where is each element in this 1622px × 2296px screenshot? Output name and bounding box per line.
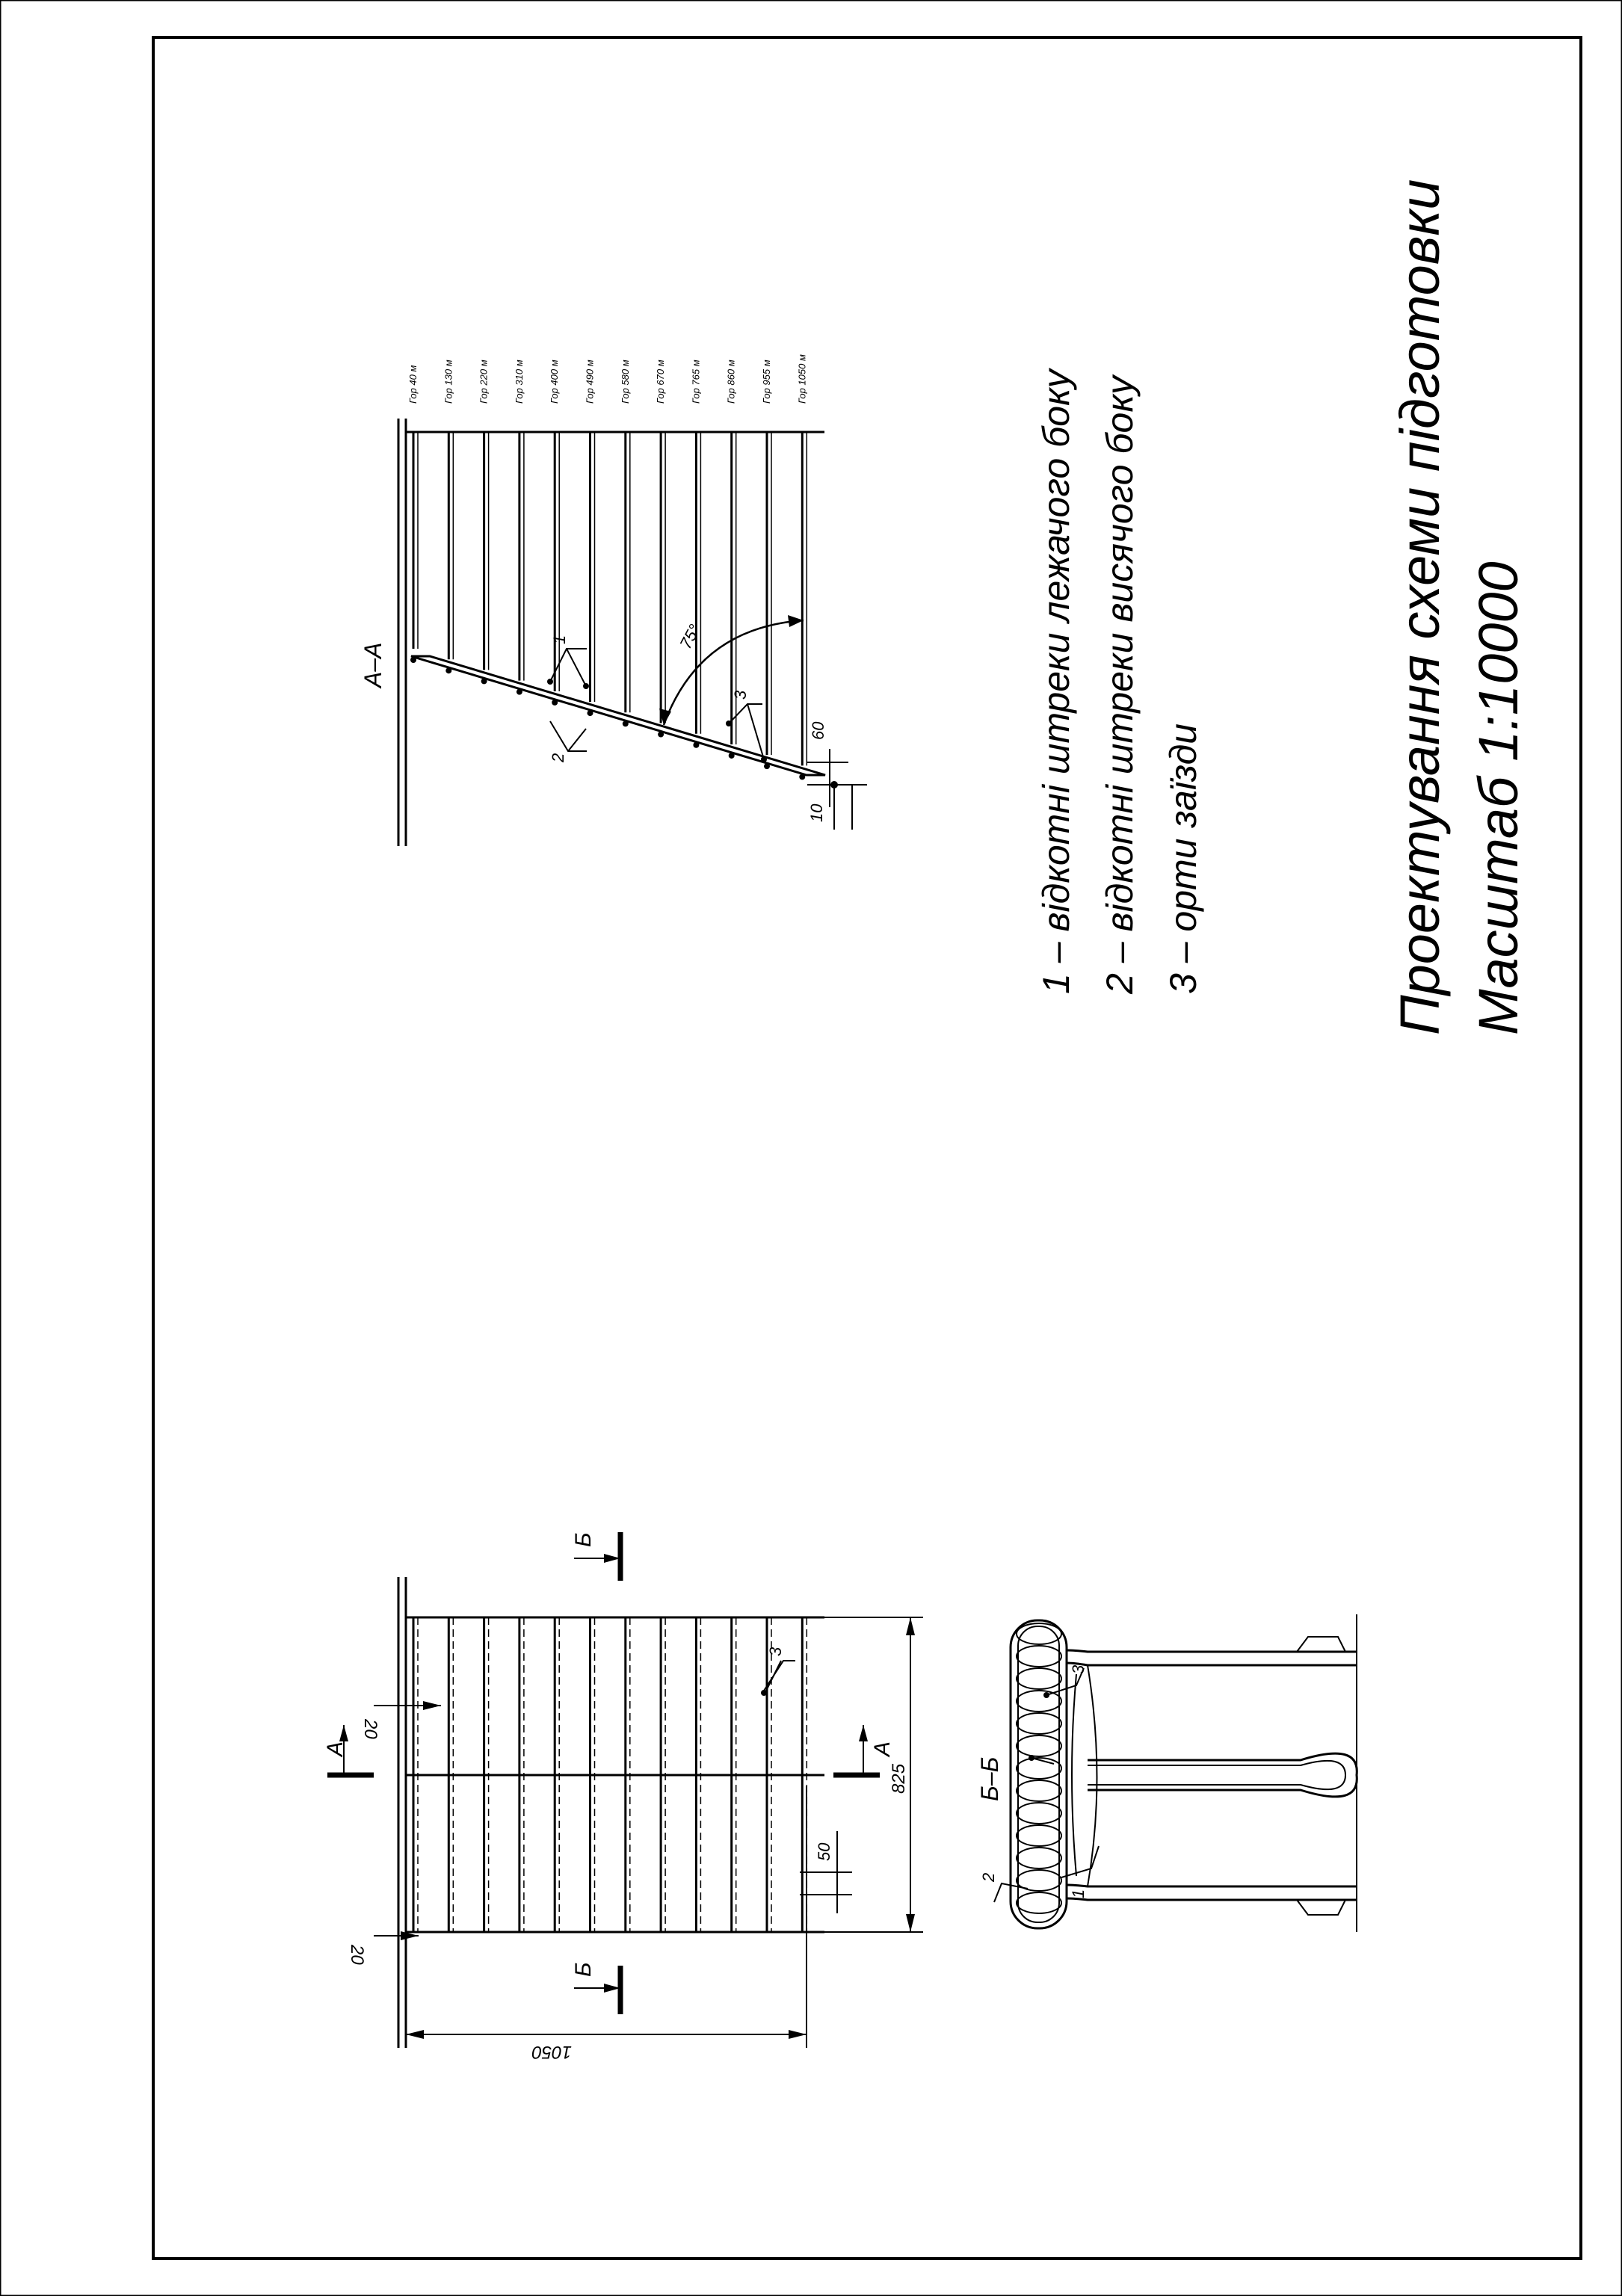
drawing-frame: [153, 37, 1581, 2259]
cut-a-bottom: А: [870, 1741, 895, 1756]
horizon-level: [588, 432, 595, 716]
cut-a-top: А: [323, 1741, 348, 1756]
callout-2-bb: 2: [979, 1872, 998, 1882]
section-bb: [976, 1614, 1357, 1932]
horizon-label: Гор 400 м: [549, 359, 561, 404]
legend-item-3: 3 – орти заїзди: [1162, 723, 1204, 994]
dim-10: 10: [807, 803, 826, 822]
angle-label: 75°: [676, 621, 705, 652]
horizon-label: Гор 40 м: [407, 365, 419, 404]
horizon-label: Гор 490 м: [584, 359, 596, 404]
horizon-label: Гор 220 м: [478, 359, 490, 404]
callout-3-aa: 3: [731, 690, 750, 700]
horizon-lines: [410, 432, 807, 780]
dim-825: 825: [889, 1763, 909, 1794]
callout-2-aa: 2: [549, 753, 567, 762]
horizon-label: Гор 670 м: [655, 359, 667, 404]
callout-1-aa: 1: [550, 635, 569, 644]
ring: [1017, 1825, 1061, 1846]
horizon-label: Гор 955 м: [761, 359, 772, 404]
horizon-label: Гор 765 м: [690, 359, 702, 404]
horizon-label: Гор 130 м: [442, 359, 454, 404]
horizon-level: [658, 432, 665, 738]
drawing-title: Проектування схеми підготовки: [1389, 179, 1451, 1035]
dim-50: 50: [815, 1842, 833, 1861]
horizon-level: [799, 432, 807, 780]
plan-view: [323, 1532, 923, 2062]
legend-item-2: 2 – відкотні штреки висячого боку: [1099, 376, 1141, 994]
ring: [1017, 1735, 1061, 1756]
horizon-labels: [407, 354, 807, 404]
ring: [1017, 1646, 1061, 1667]
horizon-label: Гор 580 м: [619, 359, 631, 404]
horizon-level: [623, 432, 630, 726]
horizon-level: [410, 432, 418, 663]
callout-3-plan: 3: [766, 1647, 785, 1656]
ring: [1017, 1668, 1061, 1689]
dim-20-right: 20: [360, 1719, 380, 1739]
legend: [1035, 367, 1204, 995]
section-aa-label: А–А: [360, 642, 386, 688]
ring: [1017, 1892, 1061, 1913]
horizon-level: [729, 432, 736, 759]
horizon-label: Гор 860 м: [725, 359, 737, 404]
callout-1-bb: 1: [1069, 1889, 1088, 1898]
horizon-label: Гор 310 м: [513, 359, 525, 404]
ring: [1017, 1691, 1061, 1712]
horizon-level: [693, 432, 700, 748]
cut-b-right: Б: [571, 1532, 596, 1547]
section-aa: [360, 354, 867, 846]
ring: [1017, 1780, 1061, 1801]
cut-b-left: Б: [571, 1962, 596, 1977]
horizon-level: [481, 432, 489, 684]
legend-item-1: 1 – відкотні штреки лежачого боку: [1035, 369, 1077, 994]
drawing-scale: Масштаб 1:10000: [1467, 561, 1529, 1035]
dim-20-left: 20: [347, 1945, 367, 1965]
callout-3-bb: 3: [1069, 1664, 1088, 1674]
section-bb-label: Б–Б: [976, 1756, 1003, 1801]
horizon-label: Гор 1050 м: [796, 354, 808, 404]
horizon-level: [516, 432, 524, 695]
dim-60: 60: [809, 721, 827, 740]
ring: [1017, 1758, 1061, 1779]
dim-1050: 1050: [531, 2042, 572, 2062]
ring: [1017, 1803, 1061, 1824]
ring: [1017, 1713, 1061, 1734]
horizon-level: [764, 432, 771, 769]
title-block: [1389, 179, 1529, 1035]
ring: [1017, 1848, 1061, 1868]
horizon-level: [445, 432, 453, 673]
ring-chain: [1017, 1623, 1061, 1913]
